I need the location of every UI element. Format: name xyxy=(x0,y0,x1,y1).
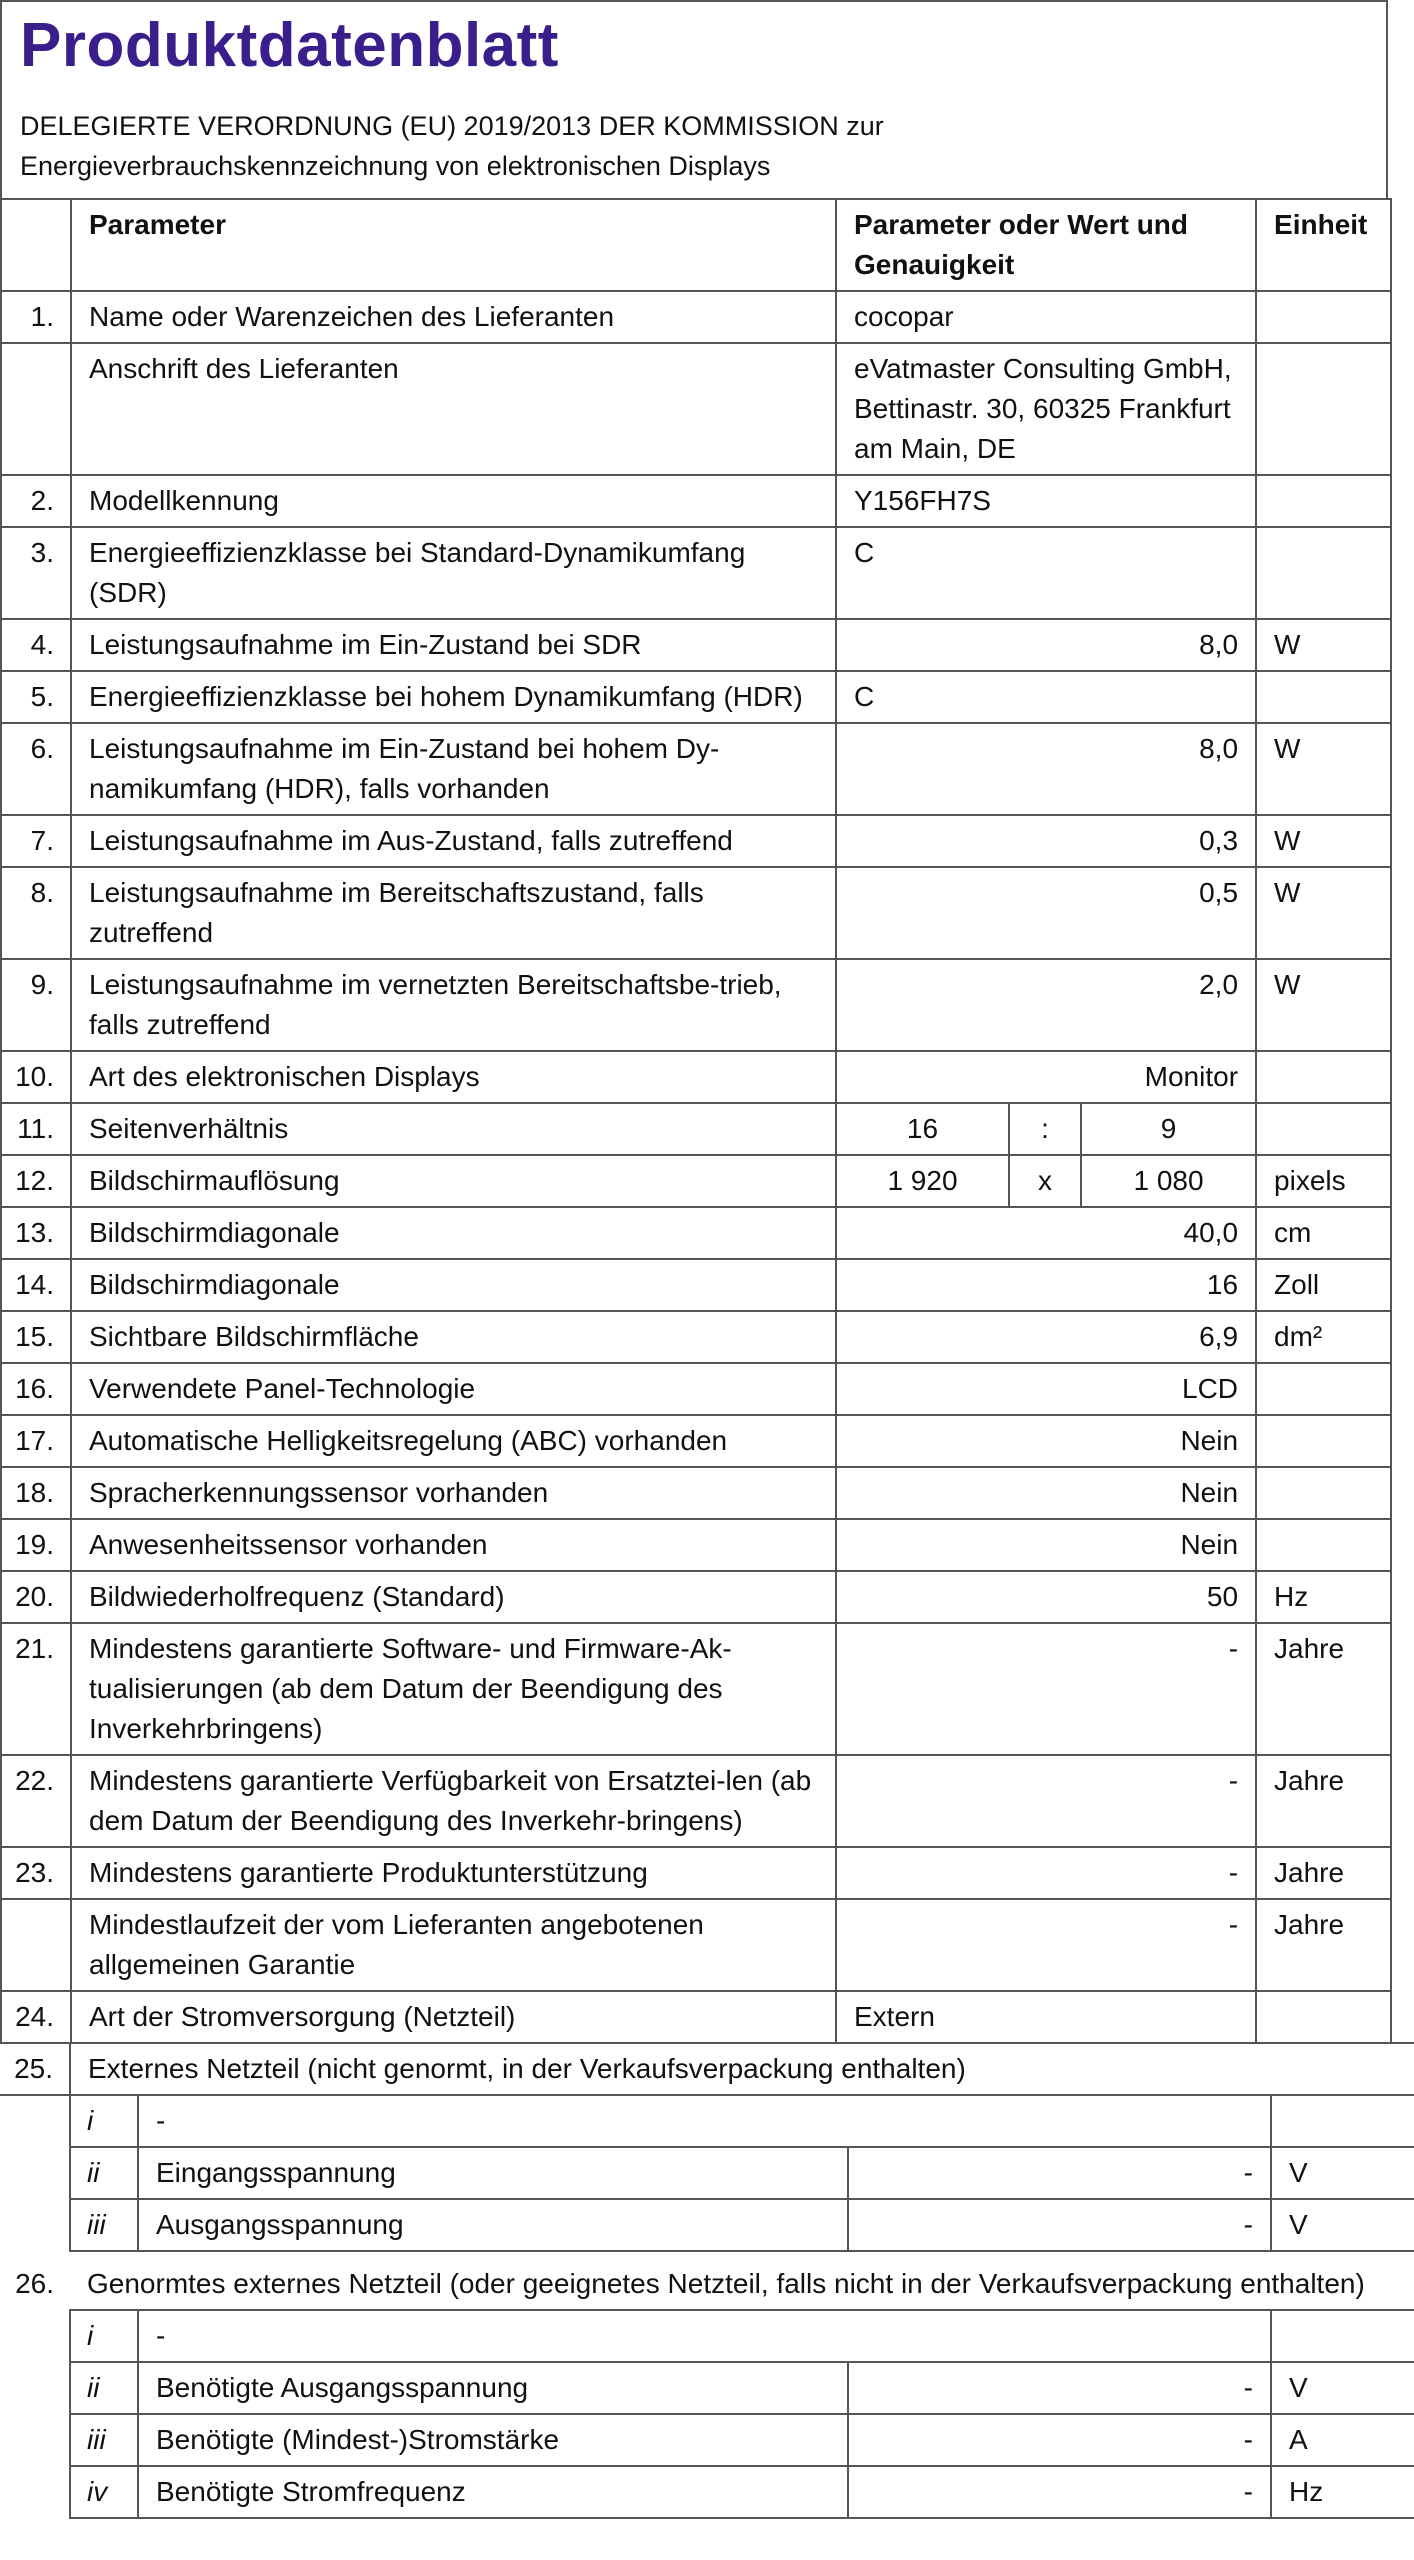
sub-parameter-value: - xyxy=(848,2414,1271,2466)
parameter-label: Modellkennung xyxy=(71,475,836,527)
unit-cell xyxy=(1256,1363,1391,1415)
table-row xyxy=(1,1571,1391,1623)
unit-cell: V xyxy=(1271,2199,1414,2251)
section-26-number: 26. xyxy=(15,2268,54,2299)
indent-cell xyxy=(0,2362,70,2414)
roman-numeral: iv xyxy=(70,2466,138,2518)
unit-cell: W xyxy=(1256,619,1391,671)
unit-cell: V xyxy=(1271,2362,1414,2414)
table-row xyxy=(1,1363,1391,1415)
table-row xyxy=(1,619,1391,671)
unit-cell xyxy=(1256,1415,1391,1467)
parameter-value: 50 xyxy=(836,1571,1256,1623)
parameter-value: eVatmaster Consulting GmbH, Bettinastr. 30, 60325 Frankfurt am Main, DE xyxy=(836,343,1256,475)
indent-cell xyxy=(0,2095,70,2147)
roman-numeral: i xyxy=(70,2310,138,2362)
unit-cell xyxy=(1256,671,1391,723)
parameter-label: Energieeffizienzklasse bei hohem Dynamikumfang (HDR) xyxy=(71,671,836,723)
row-number: 12. xyxy=(1,1155,71,1207)
sub-parameter-label: - xyxy=(138,2095,1271,2147)
parameter-label: Automatische Helligkeitsregelung (ABC) vorhanden xyxy=(71,1415,836,1467)
parameter-value: 0,5 xyxy=(836,867,1256,959)
unit-cell xyxy=(1256,291,1391,343)
sub-table-row xyxy=(0,2310,1414,2362)
unit-cell: dm² xyxy=(1256,1311,1391,1363)
unit-cell: W xyxy=(1256,815,1391,867)
table-row xyxy=(1,1623,1391,1755)
row-number: 24. xyxy=(1,1991,71,2043)
sub-parameter-value: - xyxy=(848,2466,1271,2518)
section-26-title: Genormtes externes Netzteil (oder geeignetes Netzteil, falls nicht in der Verkaufsverpackung enthalten) xyxy=(87,2268,1365,2299)
value-header: Parameter oder Wert und Genauigkeit xyxy=(836,199,1256,291)
table-row xyxy=(1,475,1391,527)
sub-parameter-label: Benötigte (Mindest-)Stromstärke xyxy=(138,2414,848,2466)
parameter-value: 16 xyxy=(836,1259,1256,1311)
parameter-value: LCD xyxy=(836,1363,1256,1415)
sub-table-row xyxy=(0,2466,1414,2518)
unit-cell xyxy=(1256,1519,1391,1571)
parameter-label: Mindestens garantierte Produktunterstützung xyxy=(71,1847,836,1899)
row-number: 10. xyxy=(1,1051,71,1103)
section-25-table xyxy=(0,2042,1414,2252)
table-row xyxy=(1,723,1391,815)
table-row xyxy=(1,815,1391,867)
value-part-1: 16 xyxy=(836,1103,1009,1155)
row-number: 9. xyxy=(1,959,71,1051)
value-part-2: 9 xyxy=(1081,1103,1256,1155)
parameter-value: - xyxy=(836,1899,1256,1991)
unit-cell: W xyxy=(1256,867,1391,959)
table-row xyxy=(1,1311,1391,1363)
parameter-label: Anwesenheitssensor vorhanden xyxy=(71,1519,836,1571)
value-part-2: 1 080 xyxy=(1081,1155,1256,1207)
table-row xyxy=(1,959,1391,1051)
row-number: 7. xyxy=(1,815,71,867)
unit-cell: Hz xyxy=(1256,1571,1391,1623)
parameter-label: Spracherkennungssensor vorhanden xyxy=(71,1467,836,1519)
parameter-label: Leistungsaufnahme im Aus-Zustand, falls zutreffend xyxy=(71,815,836,867)
sub-parameter-value: - xyxy=(848,2147,1271,2199)
sub-parameter-value: - xyxy=(848,2199,1271,2251)
parameter-label: Leistungsaufnahme im Ein-Zustand bei SDR xyxy=(71,619,836,671)
indent-cell xyxy=(0,2310,70,2362)
row-number: 22. xyxy=(1,1755,71,1847)
row-number: 17. xyxy=(1,1415,71,1467)
unit-cell: Jahre xyxy=(1256,1623,1391,1755)
parameter-value: Nein xyxy=(836,1415,1256,1467)
parameter-value: 40,0 xyxy=(836,1207,1256,1259)
table-row xyxy=(1,867,1391,959)
sub-table-row xyxy=(0,2095,1414,2147)
table-row xyxy=(1,1519,1391,1571)
row-number: 11. xyxy=(1,1103,71,1155)
parameter-label: Bildschirmauflösung xyxy=(71,1155,836,1207)
value-separator: x xyxy=(1009,1155,1081,1207)
parameter-label: Name oder Warenzeichen des Lieferanten xyxy=(71,291,836,343)
unit-cell: A xyxy=(1271,2414,1414,2466)
value-separator: : xyxy=(1009,1103,1081,1155)
row-number: 4. xyxy=(1,619,71,671)
roman-numeral: i xyxy=(70,2095,138,2147)
roman-numeral: iii xyxy=(70,2199,138,2251)
table-row xyxy=(1,1415,1391,1467)
unit-cell xyxy=(1256,1467,1391,1519)
table-row xyxy=(1,1051,1391,1103)
parameter-label: Mindestlaufzeit der vom Lieferanten angebotenen allgemeinen Garantie xyxy=(71,1899,836,1991)
sub-parameter-value: - xyxy=(848,2362,1271,2414)
unit-cell xyxy=(1271,2095,1414,2147)
row-number: 23. xyxy=(1,1847,71,1899)
parameter-value: C xyxy=(836,527,1256,619)
unit-cell: W xyxy=(1256,959,1391,1051)
parameter-value: 6,9 xyxy=(836,1311,1256,1363)
unit-cell: pixels xyxy=(1256,1155,1391,1207)
sub-parameter-label: - xyxy=(138,2310,1271,2362)
parameter-header: Parameter xyxy=(71,199,836,291)
parameter-label: Bildschirmdiagonale xyxy=(71,1259,836,1311)
parameter-value: Monitor xyxy=(836,1051,1256,1103)
row-number xyxy=(1,343,71,475)
parameter-value: Y156FH7S xyxy=(836,475,1256,527)
unit-cell xyxy=(1271,2310,1414,2362)
header-box xyxy=(0,0,1388,200)
parameter-value: Nein xyxy=(836,1467,1256,1519)
row-number: 21. xyxy=(1,1623,71,1755)
regulation-subtitle xyxy=(20,106,884,186)
row-number: 16. xyxy=(1,1363,71,1415)
unit-cell xyxy=(1256,1051,1391,1103)
page-title: Produktdatenblatt xyxy=(20,11,559,80)
parameter-value: 8,0 xyxy=(836,619,1256,671)
parameter-value: - xyxy=(836,1755,1256,1847)
row-number: 2. xyxy=(1,475,71,527)
parameter-value: cocopar xyxy=(836,291,1256,343)
parameter-value: Extern xyxy=(836,1991,1256,2043)
parameter-value: 8,0 xyxy=(836,723,1256,815)
parameter-table xyxy=(0,198,1392,2044)
row-number: 14. xyxy=(1,1259,71,1311)
section-26-table xyxy=(0,2252,1414,2519)
table-row xyxy=(1,1991,1391,2043)
roman-numeral: ii xyxy=(70,2362,138,2414)
sub-parameter-label: Benötigte Stromfrequenz xyxy=(138,2466,848,2518)
row-number: 18. xyxy=(1,1467,71,1519)
value-part-1: 1 920 xyxy=(836,1155,1009,1207)
parameter-label: Bildschirmdiagonale xyxy=(71,1207,836,1259)
roman-numeral: iii xyxy=(70,2414,138,2466)
subtitle-line-1: DELEGIERTE VERORDNUNG (EU) 2019/2013 DER KOMMISSION zur xyxy=(20,111,884,141)
parameter-label: Bildwiederholfrequenz (Standard) xyxy=(71,1571,836,1623)
table-row xyxy=(1,1899,1391,1991)
row-number: 5. xyxy=(1,671,71,723)
sub-table-row xyxy=(0,2147,1414,2199)
parameter-label: Leistungsaufnahme im vernetzten Bereitschaftsbe-trieb, falls zutreffend xyxy=(71,959,836,1051)
unit-cell: Hz xyxy=(1271,2466,1414,2518)
unit-cell: Zoll xyxy=(1256,1259,1391,1311)
unit-cell xyxy=(1256,343,1391,475)
parameter-label: Sichtbare Bildschirmfläche xyxy=(71,1311,836,1363)
row-number: 3. xyxy=(1,527,71,619)
unit-cell xyxy=(1256,1991,1391,2043)
subtitle-line-2: Energieverbrauchskennzeichnung von elektronischen Displays xyxy=(20,151,771,181)
sub-table-row xyxy=(0,2362,1414,2414)
table-row xyxy=(1,1847,1391,1899)
section-26-title-row xyxy=(0,2252,1414,2310)
parameter-value: C xyxy=(836,671,1256,723)
row-number: 8. xyxy=(1,867,71,959)
parameter-value: - xyxy=(836,1623,1256,1755)
unit-cell xyxy=(1256,1103,1391,1155)
row-number xyxy=(1,1899,71,1991)
table-row xyxy=(1,1755,1391,1847)
table-row xyxy=(1,291,1391,343)
unit-cell: cm xyxy=(1256,1207,1391,1259)
parameter-label: Leistungsaufnahme im Bereitschaftszustand, falls zutreffend xyxy=(71,867,836,959)
parameter-label: Anschrift des Lieferanten xyxy=(71,343,836,475)
table-row xyxy=(1,343,1391,475)
row-number: 19. xyxy=(1,1519,71,1571)
table-row xyxy=(1,1259,1391,1311)
parameter-label: Leistungsaufnahme im Ein-Zustand bei hohem Dy-namikumfang (HDR), falls vorhanden xyxy=(71,723,836,815)
parameter-value: 0,3 xyxy=(836,815,1256,867)
table-row xyxy=(1,527,1391,619)
sub-table-row xyxy=(0,2414,1414,2466)
unit-header: Einheit xyxy=(1256,199,1391,291)
table-row xyxy=(1,1103,1391,1155)
table-row xyxy=(1,1155,1391,1207)
unit-cell: V xyxy=(1271,2147,1414,2199)
table-header-row xyxy=(1,199,1391,291)
table-row xyxy=(1,671,1391,723)
row-number: 13. xyxy=(1,1207,71,1259)
parameter-label: Mindestens garantierte Software- und Firmware-Ak-tualisierungen (ab dem Datum der Beendigung des Inverkehrbringens) xyxy=(71,1623,836,1755)
sub-table-row xyxy=(0,2199,1414,2251)
parameter-label: Energieeffizienzklasse bei Standard-Dynamikumfang (SDR) xyxy=(71,527,836,619)
parameter-label: Mindestens garantierte Verfügbarkeit von Ersatztei-len (ab dem Datum der Beendigung des Inverkehr-bringens) xyxy=(71,1755,836,1847)
parameter-value: - xyxy=(836,1847,1256,1899)
unit-cell xyxy=(1256,475,1391,527)
section-25-number: 25. xyxy=(0,2043,70,2095)
section-25-title-row xyxy=(0,2043,1414,2095)
number-header-cell xyxy=(1,199,71,291)
unit-cell: Jahre xyxy=(1256,1755,1391,1847)
indent-cell xyxy=(0,2414,70,2466)
unit-cell xyxy=(1256,527,1391,619)
row-number: 20. xyxy=(1,1571,71,1623)
section-25-title: Externes Netzteil (nicht genormt, in der Verkaufsverpackung enthalten) xyxy=(70,2043,1414,2095)
unit-cell: Jahre xyxy=(1256,1847,1391,1899)
row-number: 1. xyxy=(1,291,71,343)
parameter-label: Verwendete Panel-Technologie xyxy=(71,1363,836,1415)
row-number: 6. xyxy=(1,723,71,815)
sub-parameter-label: Ausgangsspannung xyxy=(138,2199,848,2251)
table-row xyxy=(1,1467,1391,1519)
indent-cell xyxy=(0,2466,70,2518)
unit-cell: Jahre xyxy=(1256,1899,1391,1991)
roman-numeral: ii xyxy=(70,2147,138,2199)
row-number: 15. xyxy=(1,1311,71,1363)
sub-parameter-label: Eingangsspannung xyxy=(138,2147,848,2199)
parameter-value: Nein xyxy=(836,1519,1256,1571)
parameter-value: 2,0 xyxy=(836,959,1256,1051)
indent-cell xyxy=(0,2199,70,2251)
unit-cell: W xyxy=(1256,723,1391,815)
parameter-label: Art der Stromversorgung (Netzteil) xyxy=(71,1991,836,2043)
parameter-label: Seitenverhältnis xyxy=(71,1103,836,1155)
sub-parameter-label: Benötigte Ausgangsspannung xyxy=(138,2362,848,2414)
table-row xyxy=(1,1207,1391,1259)
parameter-label: Art des elektronischen Displays xyxy=(71,1051,836,1103)
indent-cell xyxy=(0,2147,70,2199)
